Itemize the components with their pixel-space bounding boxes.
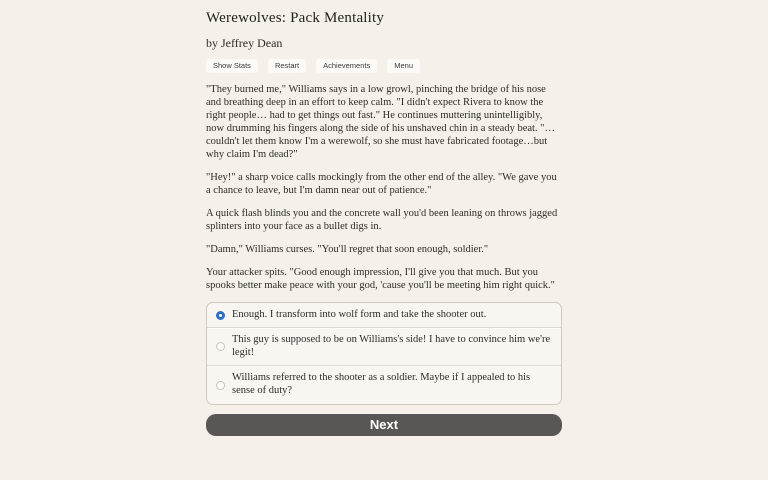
choice-option-1[interactable]: [207, 303, 561, 328]
content-column: [206, 0, 562, 436]
author-byline: by Jeffrey Dean: [206, 36, 283, 50]
story-text: [206, 83, 562, 292]
story-paragraph-5: Your attacker spits. "Good enough impression, I'll give you that much. But you spooks better make peace with your god, 'cause you'll be meeting him right quick.": [206, 266, 555, 291]
choice-list: [206, 302, 562, 405]
radio-button-icon[interactable]: [216, 342, 225, 351]
menu-button[interactable]: Menu: [387, 59, 420, 73]
page-title: Werewolves: Pack Mentality: [206, 10, 385, 26]
choice-option-label: This guy is supposed to be on Williams's side! I have to convince him we're legit!: [232, 334, 551, 358]
choice-option-label: Williams referred to the shooter as a soldier. Maybe if I appealed to his sense of duty?: [232, 372, 531, 397]
choice-option-label: Enough. I transform into wolf form and take the shooter out.: [232, 308, 487, 320]
radio-button-icon[interactable]: [216, 311, 225, 320]
show-stats-button[interactable]: Show Stats: [206, 59, 258, 73]
story-paragraph-3: A quick flash blinds you and the concrete wall you'd been leaning on throws jagged splinters into your face as a bullet digs in.: [206, 207, 558, 232]
next-button[interactable]: Next: [206, 414, 562, 436]
choice-option-3[interactable]: [207, 365, 561, 403]
restart-button[interactable]: Restart: [268, 59, 306, 73]
story-paragraph-2: "Hey!" a sharp voice calls mockingly from the other end of the alley. "We gave you a chance to leave, but I'm damn near out of patience.": [206, 171, 557, 196]
achievements-button[interactable]: Achievements: [316, 59, 377, 73]
story-paragraph-1: "They burned me," Williams says in a low growl, pinching the bridge of his nose and breathing deep in an effort to keep calm. "I didn't expect Rivera to know the right people… had to get things out fast." He continues muttering unintelligibly, now drumming his fingers along the side of his unshaved chin in a steady beat. "…couldn't let them know I'm a werewolf, so she must have fabricated footage…but why claim I'm dead?": [206, 83, 555, 160]
choice-option-2[interactable]: [207, 327, 561, 365]
radio-button-icon[interactable]: [216, 381, 225, 390]
story-paragraph-4: "Damn," Williams curses. "You'll regret that soon enough, soldier.": [206, 243, 489, 255]
nav-bar: [206, 59, 562, 73]
